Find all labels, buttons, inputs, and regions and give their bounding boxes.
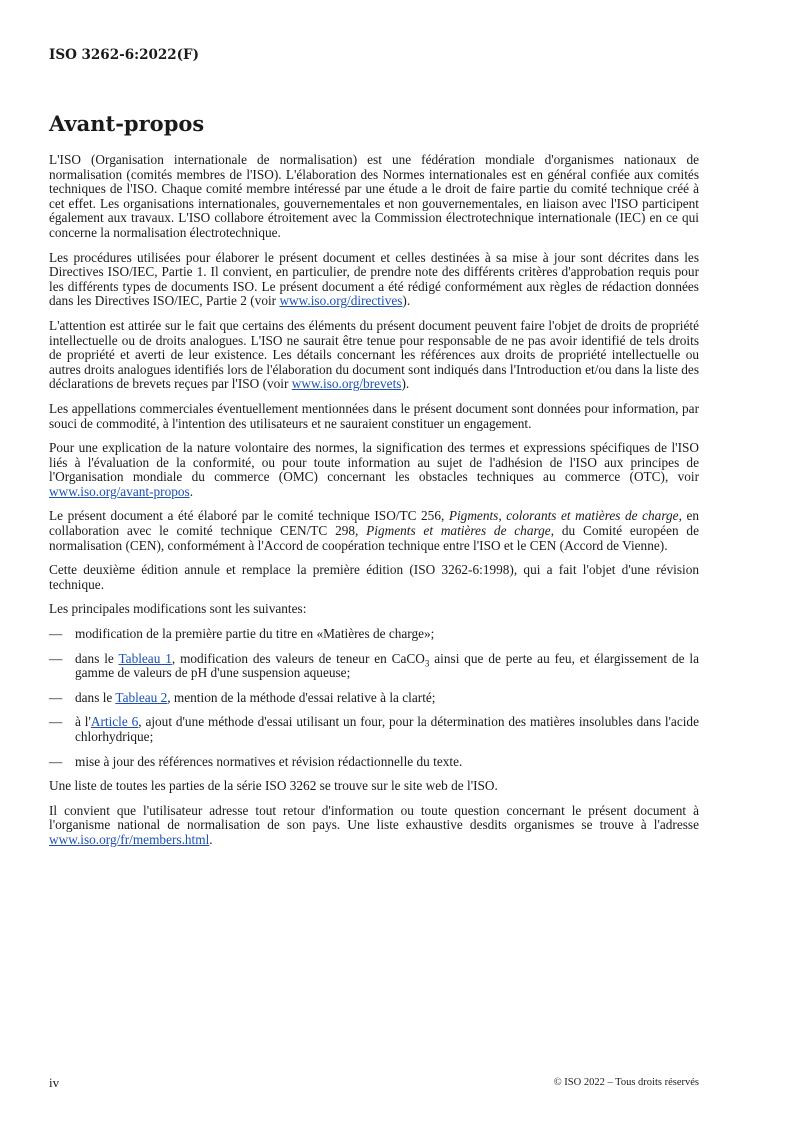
- list-item-text-b: , modification des valeurs de teneur en CaCO: [171, 650, 425, 666]
- list-item-text-b: , ajout d'une méthode d'essai utilisant un four, pour la détermination des matières insolubles dans l'acide chlorhydrique;: [75, 714, 699, 744]
- committee-text-a: Le présent document a été élaboré par le comité technique ISO/TC 256,: [49, 508, 449, 524]
- paragraph-trade-names: Les appellations commerciales éventuellement mentionnées dans le présent document sont données pour information, par souci de commodité, à l'intention des utilisateurs et ne sauraient constituer un engagement.: [49, 400, 699, 431]
- paragraph-feedback-text: Il convient que l'utilisateur adresse tout retour d'information ou toute question concernant le présent document à l'organisme national de normalisation de son pays. Une liste exhaustive desdits organismes se trouve à l'adresse: [49, 802, 699, 833]
- paragraph-changes-intro: Les principales modifications sont les suivantes:: [49, 601, 307, 617]
- page-title: Avant-propos: [49, 111, 205, 136]
- paragraph-patents: [49, 319, 699, 392]
- paragraph-voluntary-text: Pour une explication de la nature volontaire des normes, la signification des termes et expressions spécifiques de l'ISO liés à l'évaluation de la conformité, ou pour toute information au sujet de l'adhésion de l'ISO aux principes de l'Organisation mondiale du commerce (OMC) concernant les obstacles techniques au commerce (OTC), voir: [49, 440, 699, 485]
- paragraph-edition: Cette deuxième édition annule et remplace la première édition (ISO 3262-6:1998), qui a fait l'objet d'une révision technique.: [49, 562, 699, 592]
- directives-link[interactable]: www.iso.org/directives: [279, 293, 403, 309]
- list-item-text-a: dans le: [75, 689, 116, 705]
- paragraph-procedures-text: Les procédures utilisées pour élaborer le présent document et celles destinées à sa mise à jour sont décrites dans les Directives ISO/IEC, Partie 1. Il convient, en particulier, de prendre note des différents critères d'approbation requis pour les différents types de documents ISO. Le présent document a été rédigé conformément aux règles de rédaction données dans les Directives ISO/IEC, Partie 2 (voir: [49, 249, 699, 309]
- article-6-link[interactable]: Article 6: [90, 714, 139, 730]
- paragraph-procedures-end: ).: [402, 293, 411, 309]
- paragraph-patents-end: ).: [401, 376, 410, 392]
- list-item-text: modification de la première partie du titre en «Matières de charge»;: [75, 626, 435, 642]
- list-item: [49, 715, 699, 744]
- list-item: [49, 652, 699, 681]
- committee-text-e: , du Comité européen de normalisation (CEN), conformément à l'Accord de coopération technique entre l'ISO et le CEN (Accord de Vienne).: [49, 523, 699, 553]
- list-item-text-b: , mention de la méthode d'essai relative à la clarté;: [167, 689, 436, 705]
- paragraph-feedback: [49, 804, 699, 848]
- list-item-text-a: dans le: [75, 650, 119, 666]
- paragraph-series: Une liste de toutes les parties de la série ISO 3262 se trouve sur le site web de l'ISO.: [49, 778, 498, 794]
- list-item: [49, 691, 699, 706]
- list-item-text: mise à jour des références normatives et révision rédactionnelle du texte.: [75, 753, 463, 769]
- paragraph-voluntary: [49, 441, 699, 499]
- list-item: [49, 627, 699, 642]
- subscript-3: 3: [424, 658, 430, 669]
- paragraph-feedback-end: .: [209, 831, 213, 847]
- changes-list: [49, 627, 699, 769]
- paragraph-committee: [49, 509, 699, 553]
- committee-tc256-title: Pigments, colorants et matières de charge: [448, 508, 679, 524]
- patents-link[interactable]: www.iso.org/brevets: [291, 376, 402, 392]
- foreword-link[interactable]: www.iso.org/avant-propos: [49, 483, 190, 499]
- table-2-link[interactable]: Tableau 2: [115, 689, 168, 705]
- paragraph-voluntary-end: .: [189, 483, 194, 499]
- document-id: ISO 3262-6:2022(F): [49, 47, 200, 63]
- list-item-text-a: à l': [75, 714, 91, 730]
- paragraph-iso-intro: L'ISO (Organisation internationale de normalisation) est une fédération mondiale d'organismes nationaux de normalisation (comités membres de l'ISO). L'élaboration des Normes internationales est en général confiée aux comités techniques de l'ISO. Chaque comité membre intéressé par une étude a le droit de faire partie du comité technique créé à cet effet. Les organisations internationales, gouvernementales et non gouvernementales, en liaison avec l'ISO participent également aux travaux. L'ISO collabore étroitement avec la Commission électrotechnique internationale (IEC) en ce qui concerne la normalisation électrotechnique.: [49, 152, 699, 240]
- copyright-notice: © ISO 2022 – Tous droits réservés: [553, 1077, 699, 1088]
- list-dash: —: [49, 753, 63, 769]
- committee-text-c: , en collaboration avec le comité technique CEN/TC 298,: [49, 508, 699, 539]
- members-link[interactable]: www.iso.org/fr/members.html: [49, 831, 210, 847]
- list-dash: —: [49, 626, 63, 642]
- list-item: [49, 755, 699, 770]
- paragraph-procedures: [49, 251, 699, 309]
- foreword-body: [49, 153, 699, 858]
- page-number: iv: [49, 1075, 60, 1090]
- paragraph-patents-text: L'attention est attirée sur le fait que certains des éléments du présent document peuvent faire l'objet de droits de propriété intellectuelle ou de droits analogues. L'ISO ne saurait être tenue pour responsable de ne pas avoir identifié de tels droits de propriété et averti de leur existence. Les détails concernant les références aux droits de propriété intellectuelle ou autres droits analogues identifiés lors de l'élaboration du document sont indiqués dans l'Introduction et/ou dans la liste des déclarations de brevets reçues par l'ISO (voir: [49, 317, 699, 392]
- list-dash: —: [49, 714, 63, 730]
- list-dash: —: [49, 689, 63, 705]
- list-item-text-c: ainsi que de perte au feu, et élargissement de la gamme de valeurs de pH d'une suspension aqueuse;: [75, 650, 699, 681]
- committee-tc298-title: Pigments et matières de charge: [366, 523, 551, 539]
- table-1-link[interactable]: Tableau 1: [118, 650, 172, 666]
- list-dash: —: [49, 650, 63, 666]
